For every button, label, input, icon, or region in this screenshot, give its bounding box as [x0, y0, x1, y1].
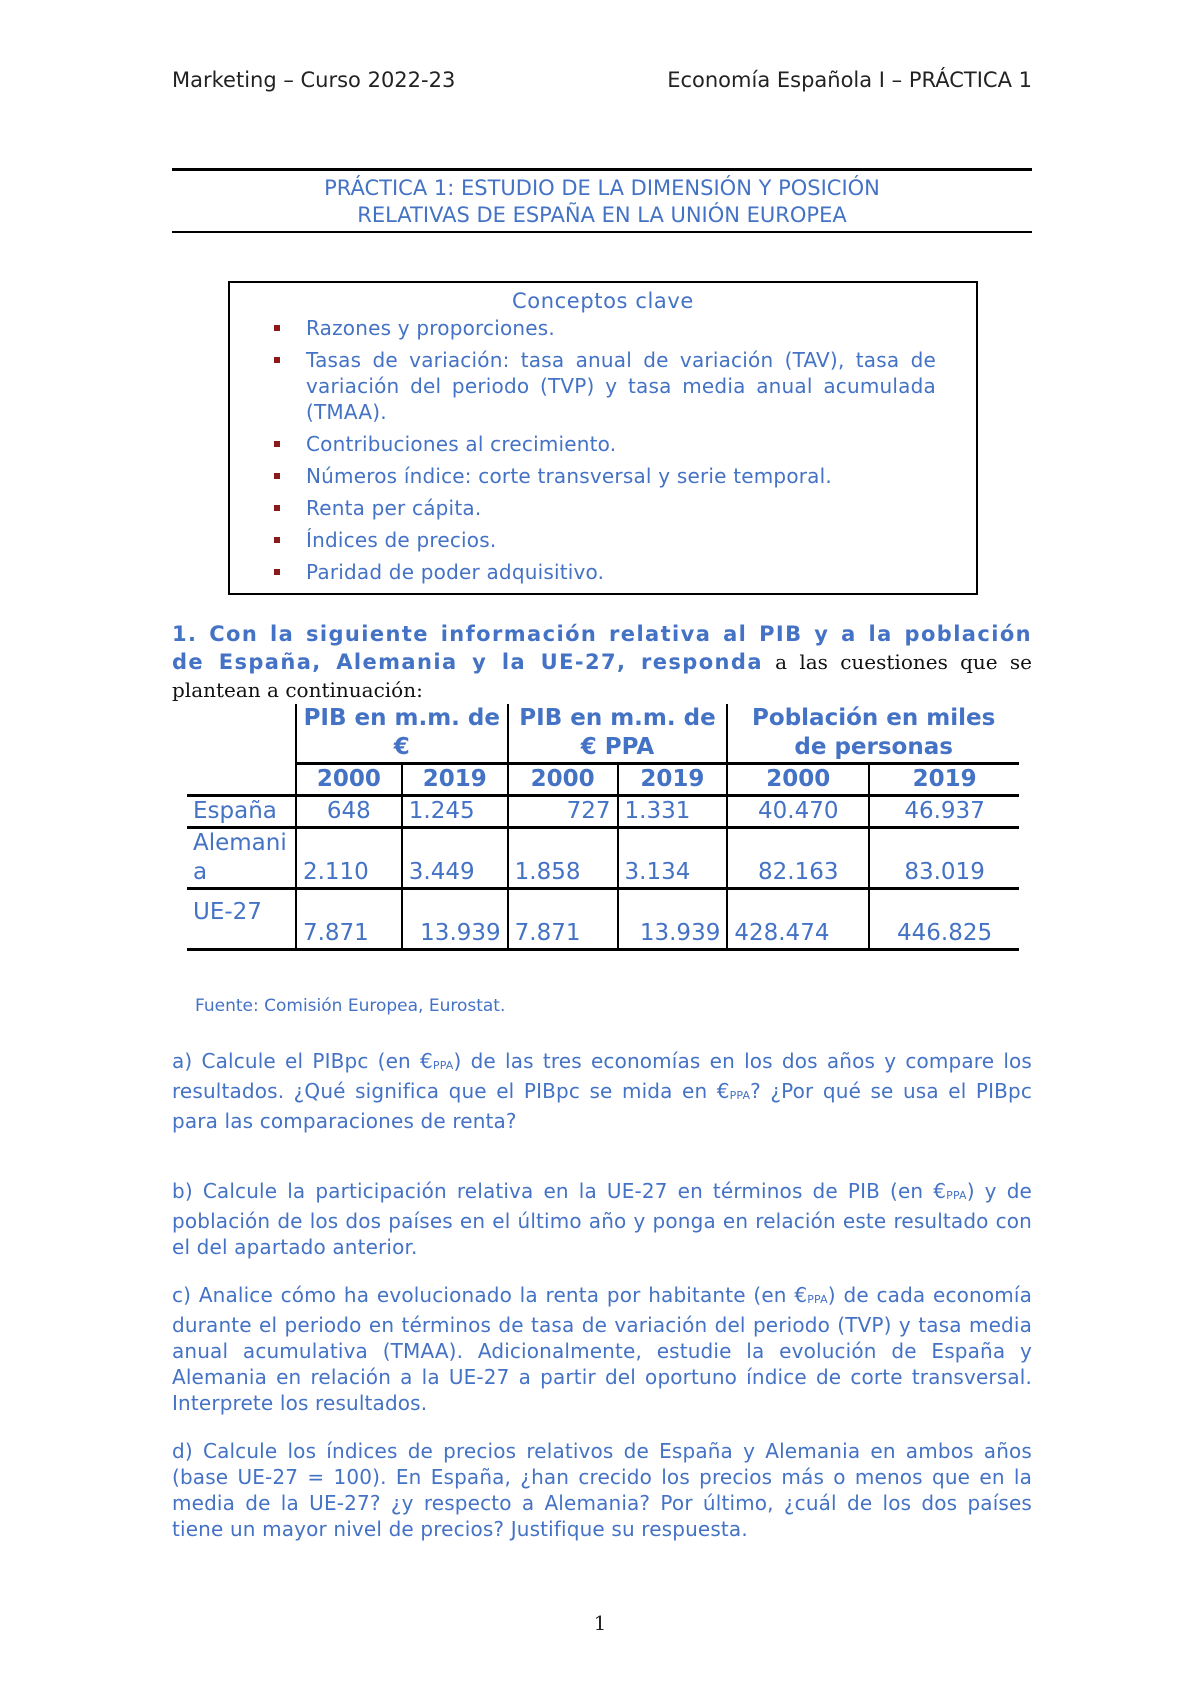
question-a: a) Calcule el PIBpc (en $€_{PPA}$) de las tres economías en los dos años y compare los resultados. ¿Qué significa que el PIBpc se mida en $€_{PPA}$? ¿Por qué se usa el PIBpc para las comparaciones de renta? — [172, 1049, 1032, 1133]
table-cell: 40.470 — [727, 796, 869, 828]
year-header: 2019 — [618, 764, 728, 796]
page-number: 1 — [593, 1611, 607, 1635]
table-cell: 82.163 — [727, 828, 869, 889]
table-cell: 428.474 — [727, 889, 869, 950]
question-1-plain: a las cuestiones que se plantean a continuación: — [172, 650, 1033, 702]
table-source: Fuente: Comisión Europea, Eurostat. — [195, 996, 506, 1016]
table-row — [187, 796, 1019, 828]
square-bullet-icon — [274, 505, 280, 511]
table-cell: 1.858 — [508, 828, 618, 889]
question-b: b) Calcule la participación relativa en la UE-27 en términos de PIB (en $€_{PPA}$) y de población de los dos países en el último año y ponga en relación este resultado con el del apartado anterior. — [172, 1179, 1032, 1259]
key-concepts-box — [228, 281, 978, 595]
list-item: Renta per cápita. — [306, 495, 936, 521]
data-table — [187, 704, 1019, 951]
table-row — [187, 889, 1019, 950]
list-item: Paridad de poder adquisitivo. — [306, 559, 936, 585]
table-cell: 7.871 — [296, 889, 402, 950]
header-subject: Economía Española I – PRÁCTICA 1 — [667, 68, 1032, 92]
column-group-poblacion: Población en miles de personas — [727, 704, 1019, 764]
key-concepts-list — [230, 315, 976, 585]
header-course: Marketing – Curso 2022-23 — [172, 68, 456, 92]
table-cell: 2.110 — [296, 828, 402, 889]
square-bullet-icon — [274, 569, 280, 575]
question-d: d) Calcule los índices de precios relativos de España y Alemania en ambos años (base UE-27 = 100). En España, ¿han crecido los precios más o menos que en la media de la UE-27? ¿y respecto a Alemania? Por último, ¿cuál de los dos países tiene un mayor nivel de precios? Justifique su respuesta. — [172, 1439, 1032, 1541]
year-header: 2000 — [296, 764, 402, 796]
list-item: Contribuciones al crecimiento. — [306, 431, 936, 457]
table-cell: 3.134 — [618, 828, 728, 889]
question-c: c) Analice cómo ha evolucionado la renta por habitante (en $€_{PPA}$) de cada economía durante el periodo en términos de tasa de variación del periodo (TVP) y tasa media anual acumulativa (TMAA). Adicionalmente, estudie la evolución de España y Alemania en relación a la UE-27 a partir del oportuno índice de corte transversal. Interprete los resultados. — [172, 1283, 1032, 1415]
table-cell: 46.937 — [869, 796, 1019, 828]
row-label-ue27: UE-27 — [187, 889, 296, 950]
question-1-bold: 1. Con la siguiente información relativa al PIB y a la población de España, Alemania y la UE-27, responda — [172, 622, 1032, 674]
square-bullet-icon — [274, 473, 280, 479]
list-item: Tasas de variación: tasa anual de variación (TAV), tasa de variación del periodo (TVP) y tasa media anual acumulada (TMAA). — [306, 347, 936, 425]
list-item: Razones y proporciones. — [306, 315, 936, 341]
table-cell: 13.939 — [402, 889, 508, 950]
column-group-pib-ppa: PIB en m.m. de € PPA — [508, 704, 728, 764]
question-1-intro — [172, 620, 1032, 704]
table-cell: 83.019 — [869, 828, 1019, 889]
table-cell: 648 — [296, 796, 402, 828]
year-header: 2000 — [508, 764, 618, 796]
table-cell: 1.245 — [402, 796, 508, 828]
title-line-2: RELATIVAS DE ESPAÑA EN LA UNIÓN EUROPEA — [357, 203, 847, 227]
document-title — [172, 168, 1032, 233]
square-bullet-icon — [274, 441, 280, 447]
row-label-espana: España — [187, 796, 296, 828]
table-cell: 1.331 — [618, 796, 728, 828]
table-cell: 13.939 — [618, 889, 728, 950]
list-item: Números índice: corte transversal y serie temporal. — [306, 463, 936, 489]
square-bullet-icon — [274, 325, 280, 331]
year-header: 2019 — [402, 764, 508, 796]
key-concepts-heading: Conceptos clave — [512, 289, 694, 313]
square-bullet-icon — [274, 357, 280, 363]
table-group-header — [187, 704, 1019, 764]
table-cell: 727 — [508, 796, 618, 828]
list-item: Índices de precios. — [306, 527, 936, 553]
row-label-alemania: Alemania — [187, 828, 296, 889]
table-year-header — [187, 764, 1019, 796]
column-group-pib: PIB en m.m. de € — [296, 704, 508, 764]
square-bullet-icon — [274, 537, 280, 543]
year-header: 2000 — [727, 764, 869, 796]
year-header: 2019 — [869, 764, 1019, 796]
table-row — [187, 828, 1019, 889]
table-cell: 446.825 — [869, 889, 1019, 950]
table-cell: 7.871 — [508, 889, 618, 950]
table-cell: 3.449 — [402, 828, 508, 889]
title-line-1: PRÁCTICA 1: ESTUDIO DE LA DIMENSIÓN Y POSICIÓN — [324, 176, 880, 200]
